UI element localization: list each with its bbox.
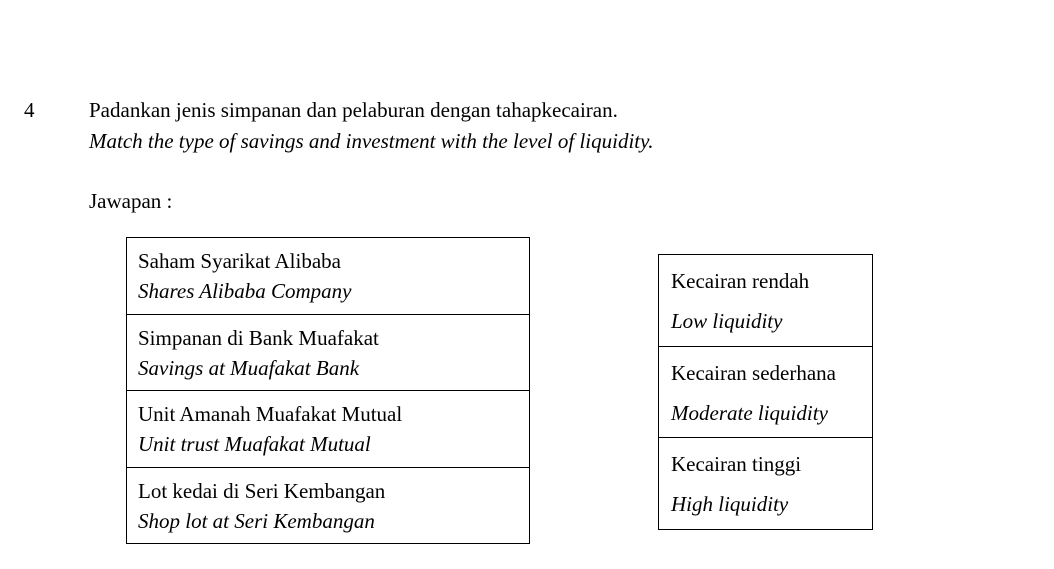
table-row bbox=[659, 255, 873, 347]
right-item-cell[interactable] bbox=[659, 255, 873, 347]
table-row bbox=[659, 438, 873, 530]
table-row bbox=[127, 238, 530, 315]
table-row bbox=[659, 346, 873, 438]
right-item-malay: Kecairan tinggi bbox=[671, 452, 802, 477]
left-item-english: Unit trust Muafakat Mutual bbox=[138, 432, 371, 456]
left-item-cell[interactable] bbox=[127, 391, 530, 468]
right-item-cell[interactable] bbox=[659, 346, 873, 438]
right-item-english: Low liquidity bbox=[671, 309, 783, 333]
left-item-malay: Saham Syarikat Alibaba bbox=[138, 249, 341, 273]
table-row bbox=[127, 391, 530, 468]
table-row bbox=[127, 467, 530, 544]
right-item-malay: Kecairan sederhana bbox=[671, 360, 836, 385]
answer-label: Jawapan : bbox=[89, 189, 173, 213]
left-item-english: Savings at Muafakat Bank bbox=[138, 355, 360, 380]
table-row bbox=[127, 314, 530, 391]
left-item-cell[interactable] bbox=[127, 467, 530, 544]
question-text-malay: Padankan jenis simpanan dan pelaburan dengan tahapkecairan. bbox=[89, 98, 618, 122]
question-number: 4 bbox=[24, 98, 35, 122]
left-item-cell[interactable] bbox=[127, 238, 530, 315]
left-item-malay: Lot kedai di Seri Kembangan bbox=[138, 478, 386, 503]
right-item-english: High liquidity bbox=[671, 492, 789, 517]
left-item-malay: Simpanan di Bank Muafakat bbox=[138, 325, 379, 350]
left-item-cell[interactable] bbox=[127, 314, 530, 391]
right-item-cell[interactable] bbox=[659, 438, 873, 530]
liquidity-level-table bbox=[658, 254, 873, 530]
left-item-english: Shares Alibaba Company bbox=[138, 279, 352, 303]
right-item-malay: Kecairan rendah bbox=[671, 269, 810, 293]
left-item-malay: Unit Amanah Muafakat Mutual bbox=[138, 402, 403, 426]
question-text-english: Match the type of savings and investment with the level of liquidity. bbox=[89, 129, 654, 153]
right-item-english: Moderate liquidity bbox=[671, 400, 828, 425]
savings-investment-table bbox=[126, 237, 530, 544]
left-item-english: Shop lot at Seri Kembangan bbox=[138, 508, 375, 533]
